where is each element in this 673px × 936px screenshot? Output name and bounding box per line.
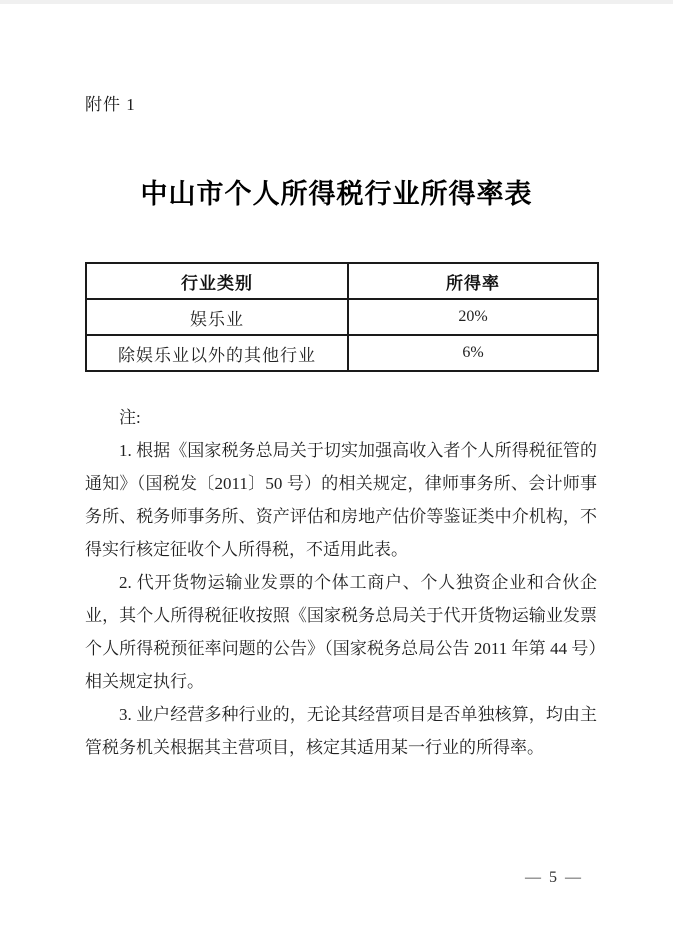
note-item-3: 3. 业户经营多种行业的，无论其经营项目是否单独核算，均由主管税务机关根据其主营项目，核定其适用某一行业的所得率。 (85, 705, 597, 757)
page-number: — 5 — (525, 869, 583, 886)
attachment-label: 附件 1 (85, 95, 136, 114)
table-header-row (86, 263, 598, 299)
cell-income-rate: 20% (348, 299, 598, 335)
cell-industry-category: 娱乐业 (86, 299, 348, 335)
column-header-income-rate: 所得率 (348, 263, 598, 299)
note-item-2: 2. 代开货物运输业发票的个体工商户、个人独资企业和合伙企业，其个人所得税征收按照《国家税务总局关于代开货物运输业发票个人所得税预征率问题的公告》（国家税务总局公告 2011 年第 44 号）相关规定执行。 (85, 573, 597, 691)
scan-edge-strip (0, 0, 673, 4)
table-row (86, 335, 598, 371)
notes-section (85, 401, 597, 764)
document-title: 中山市个人所得税行业所得率表 (140, 179, 533, 209)
income-rate-table (85, 262, 599, 372)
column-header-industry-category: 行业类别 (86, 263, 348, 299)
notes-label: 注: (119, 408, 141, 427)
table-row (86, 299, 598, 335)
cell-industry-category: 除娱乐业以外的其他行业 (86, 335, 348, 371)
note-item-1: 1. 根据《国家税务总局关于切实加强高收入者个人所得税征管的通知》（国税发〔2011〕50 号）的相关规定，律师事务所、会计师事务所、税务师事务所、资产评估和房地产估价等鉴证类中介机构，不得实行核定征收个人所得税，不适用此表。 (85, 441, 597, 559)
cell-income-rate: 6% (348, 335, 598, 371)
